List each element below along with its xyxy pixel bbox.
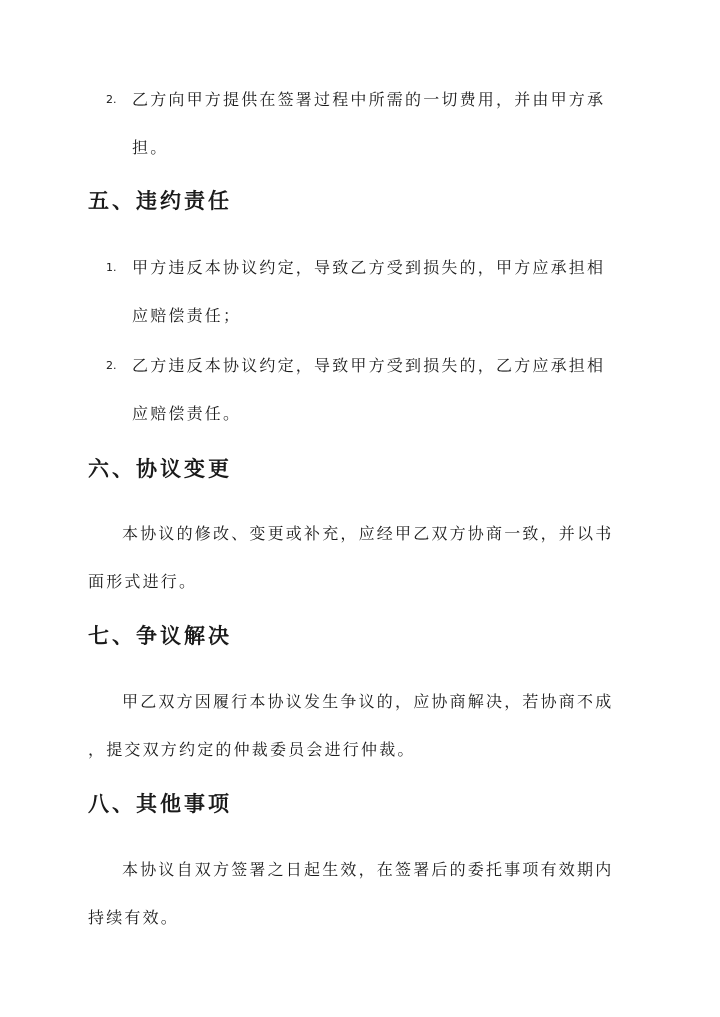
list-item-text-line-2: 应赔偿责任。 [132, 404, 242, 423]
list-item-party-b-breach [88, 342, 648, 438]
list-item-payment [88, 76, 648, 172]
paragraph-line-2: ，提交双方约定的仲裁委员会进行仲裁。 [88, 740, 416, 759]
list-item-party-a-breach [88, 244, 648, 340]
paragraph-line-1: 本协议自双方签署之日起生效，在签署后的委托事项有效期内 [122, 860, 614, 879]
list-number: 1. [106, 261, 117, 274]
paragraph-other [88, 846, 648, 942]
paragraph-line-2: 面形式进行。 [88, 572, 198, 591]
section-heading-other: 八、其他事项 [88, 792, 232, 816]
paragraph-dispute [88, 678, 648, 774]
list-item-text-line-1: 甲方违反本协议约定，导致乙方受到损失的，甲方应承担相 [132, 258, 606, 277]
paragraph-line-2: 持续有效。 [88, 908, 180, 927]
list-item-text-line-1: 乙方向甲方提供在签署过程中所需的一切费用，并由甲方承 [132, 90, 606, 109]
section-heading-amendment: 六、协议变更 [88, 457, 232, 481]
list-item-text-line-1: 乙方违反本协议约定，导致甲方受到损失的，乙方应承担相 [132, 356, 606, 375]
list-number: 2. [106, 359, 117, 372]
paragraph-line-1: 甲乙双方因履行本协议发生争议的，应协商解决，若协商不成 [122, 692, 614, 711]
section-heading-dispute: 七、争议解决 [88, 624, 232, 648]
section-heading-breach: 五、违约责任 [88, 189, 232, 213]
paragraph-line-1: 本协议的修改、变更或补充，应经甲乙双方协商一致，并以书 [122, 524, 614, 543]
list-item-text-line-2: 应赔偿责任； [132, 306, 242, 325]
list-item-text-line-2: 担。 [132, 138, 169, 157]
list-number: 2. [106, 93, 117, 106]
paragraph-amendment [88, 510, 648, 606]
